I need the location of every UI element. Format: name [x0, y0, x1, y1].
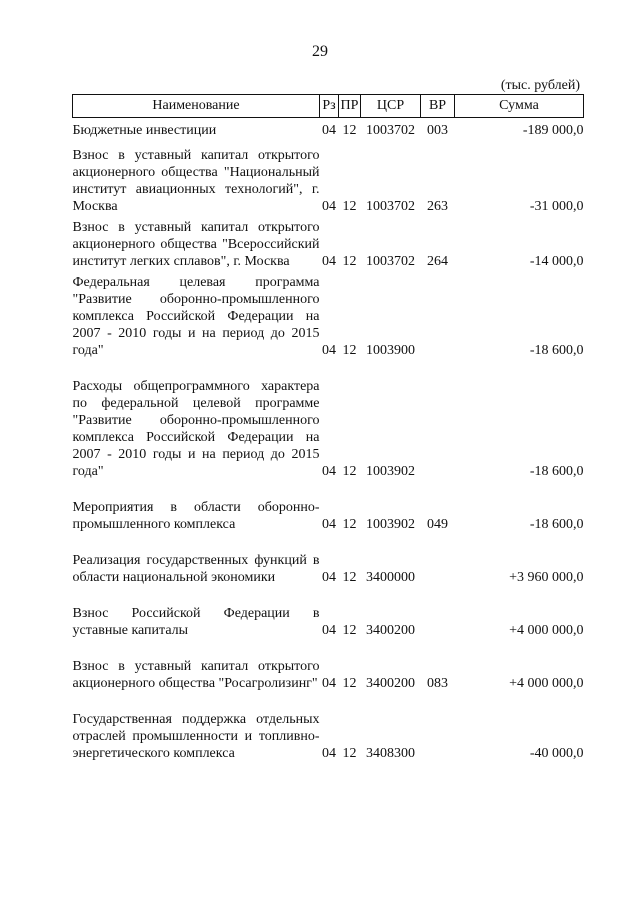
table-row [73, 586, 584, 639]
row-rz: 04 [322, 343, 336, 358]
row-rz: 04 [322, 623, 336, 638]
row-vr: 264 [427, 254, 448, 269]
row-sum: +4 000 000,0 [509, 676, 584, 691]
row-rz: 04 [322, 517, 336, 532]
row-csr: 1003702 [366, 123, 415, 138]
row-rz: 04 [322, 746, 336, 761]
row-rz: 04 [322, 199, 336, 214]
row-sum: +3 960 000,0 [509, 570, 584, 585]
row-rz: 04 [322, 676, 336, 691]
row-pr: 12 [342, 517, 357, 532]
table-row [73, 639, 584, 692]
row-vr [421, 692, 455, 762]
row-sum: -18 600,0 [529, 517, 584, 532]
table-row [73, 533, 584, 586]
row-vr: 083 [427, 676, 448, 691]
row-csr: 1003902 [366, 517, 415, 532]
row-sum: -18 600,0 [529, 343, 584, 358]
row-rz: 04 [322, 123, 336, 138]
column-header-pr: ПР [339, 95, 361, 118]
row-name: Реализация государственных функций в области национальной экономики [72, 553, 320, 585]
row-rz: 04 [322, 464, 336, 479]
row-vr [421, 586, 455, 639]
column-header-csr: ЦСР [361, 95, 421, 118]
table-row [73, 139, 584, 215]
row-csr: 3400200 [366, 676, 415, 691]
row-csr: 1003902 [366, 464, 415, 479]
column-header-name: Наименование [73, 95, 320, 118]
row-pr: 12 [342, 123, 357, 138]
row-csr: 3408300 [366, 746, 415, 761]
row-name: Взнос в уставный капитал открытого акционерного общества "Национальный институт авиационных технологий", г. Москва [72, 148, 320, 214]
table-row [73, 118, 584, 140]
row-name: Взнос в уставный капитал открытого акционерного общества "Росагролизинг" [72, 659, 320, 691]
row-csr: 1003702 [366, 199, 415, 214]
table-row [73, 359, 584, 480]
row-pr: 12 [342, 343, 357, 358]
row-sum: -40 000,0 [529, 746, 584, 761]
column-header-rz: Рз [320, 95, 339, 118]
page-number: 29 [312, 43, 328, 60]
row-name: Государственная поддержка отдельных отраслей промышленности и топливно-энергетического комплекса [72, 712, 320, 761]
table-header-row [73, 95, 584, 118]
row-vr [421, 533, 455, 586]
row-vr: 049 [427, 517, 448, 532]
row-name: Взнос в уставный капитал открытого акционерного общества "Всероссийский институт легких сплавов", г. Москва [72, 220, 320, 269]
units-label: (тыс. рублей) [500, 78, 580, 93]
row-sum: -189 000,0 [522, 123, 584, 138]
table-row [73, 215, 584, 270]
row-name: Федеральная целевая программа "Развитие оборонно-промышленного комплекса Российской Федерации на 2007 - 2010 годы и на период до 2015 года" [72, 275, 320, 358]
table-row [73, 480, 584, 533]
row-name: Мероприятия в области оборонно-промышленного комплекса [72, 500, 320, 532]
row-pr: 12 [342, 746, 357, 761]
row-pr: 12 [342, 676, 357, 691]
row-rz: 04 [322, 570, 336, 585]
row-sum: -18 600,0 [529, 464, 584, 479]
row-vr: 263 [427, 199, 448, 214]
table-row [73, 692, 584, 762]
column-header-sum: Сумма [455, 95, 584, 118]
row-sum: -14 000,0 [529, 254, 584, 269]
budget-table [72, 94, 584, 762]
row-csr: 3400200 [366, 623, 415, 638]
row-csr: 1003900 [366, 343, 415, 358]
row-name: Взнос Российской Федерации в уставные капиталы [72, 606, 320, 638]
row-sum: +4 000 000,0 [509, 623, 584, 638]
row-vr [421, 359, 455, 480]
column-header-vr: ВР [421, 95, 455, 118]
row-csr: 1003702 [366, 254, 415, 269]
row-sum: -31 000,0 [529, 199, 584, 214]
row-csr: 3400000 [366, 570, 415, 585]
row-rz: 04 [322, 254, 336, 269]
row-name: Бюджетные инвестиции [72, 123, 217, 138]
row-pr: 12 [342, 570, 357, 585]
row-pr: 12 [342, 464, 357, 479]
row-name: Расходы общепрограммного характера по федеральной целевой программе "Развитие оборонно-промышленного комплекса Российской Федерации на 2007 - 2010 годы и на период до 2015 года" [72, 379, 320, 479]
row-pr: 12 [342, 254, 357, 269]
row-pr: 12 [342, 199, 357, 214]
row-pr: 12 [342, 623, 357, 638]
row-vr: 003 [427, 123, 448, 138]
table-row [73, 270, 584, 359]
row-vr [421, 270, 455, 359]
